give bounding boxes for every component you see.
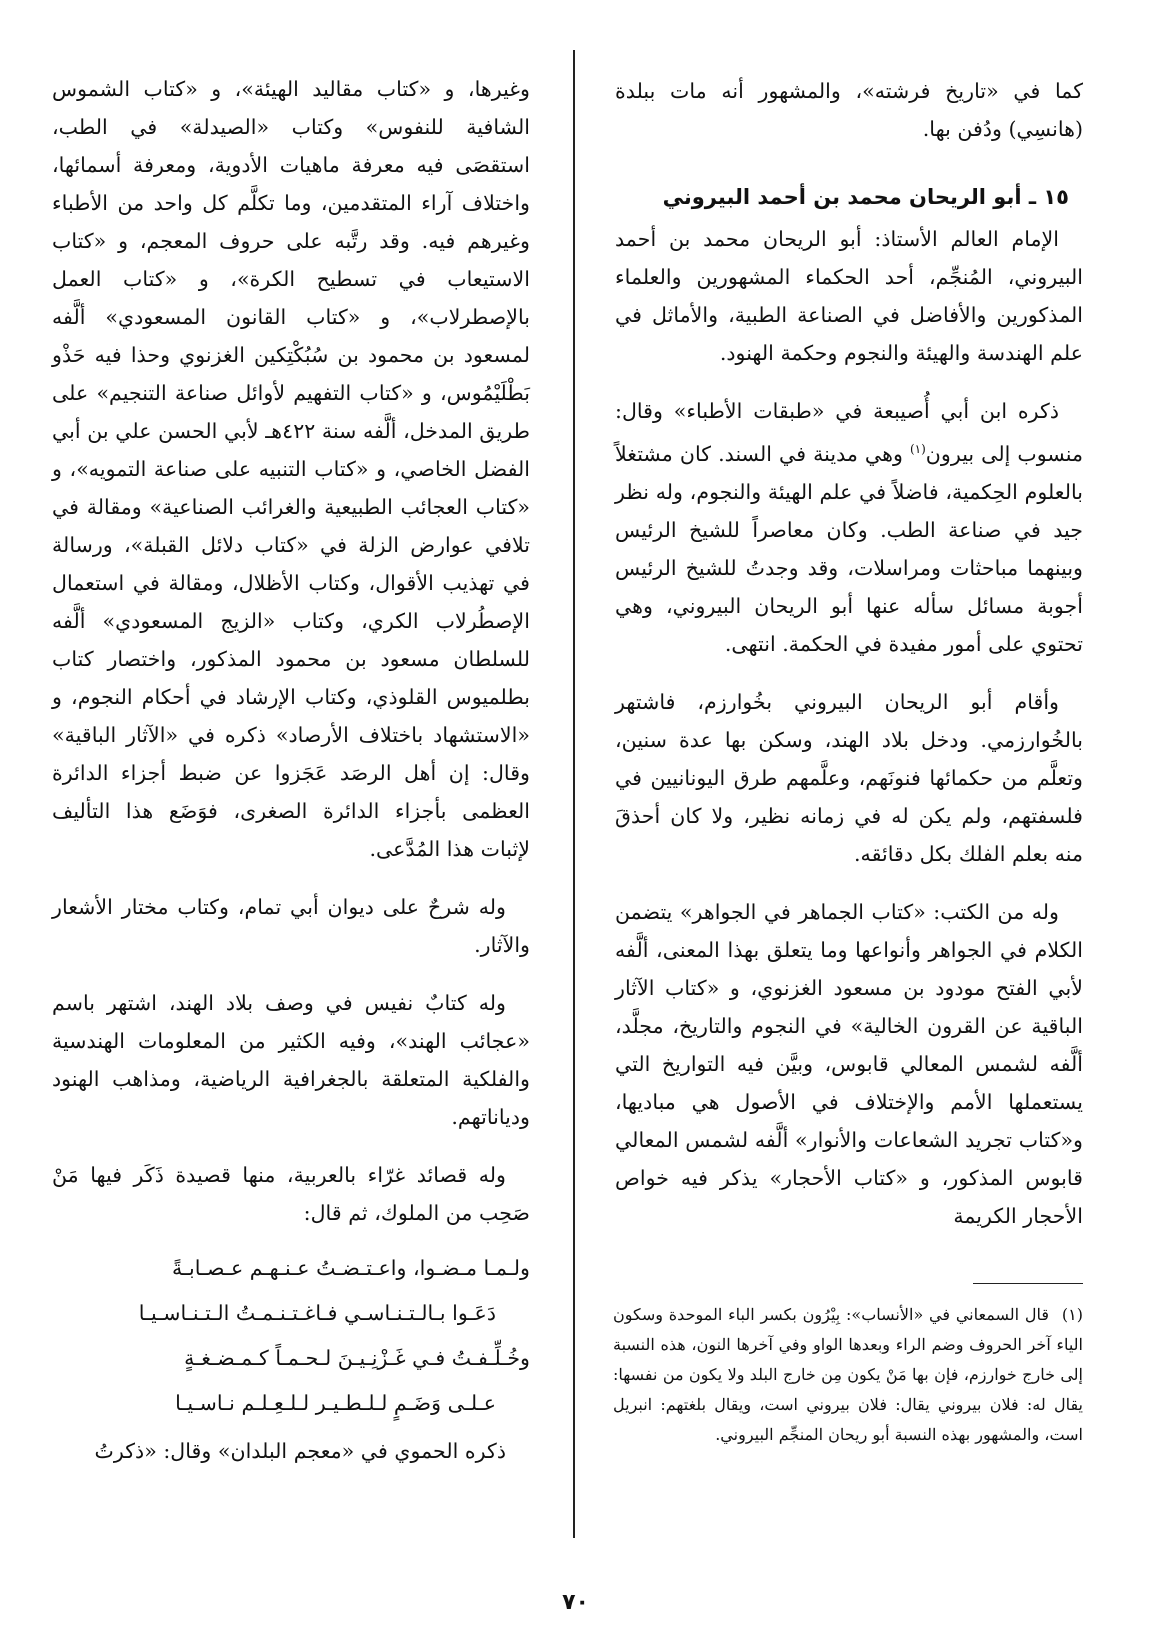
entry-heading: ١٥ ـ أبو الريحان محمد بن أحمد البيروني — [662, 185, 1069, 209]
left-paragraph-3: وله كتابٌ نفيس في وصف بلاد الهند، اشتهر باسم «عجائب الهند»، وفيه الكثير من المعلومات الهندسية والفلكية المتعلقة بالجغرافية الرياضية، ومذاهب الهنود ودياناتهم. — [52, 991, 530, 1129]
verse-line-2: دَعَـوا بـالـتـنـاسـي فـاغـتـنـمـتُ الـتـنـاسـيـا — [138, 1301, 496, 1325]
right-paragraph-2 — [615, 392, 1083, 663]
footnote — [613, 1300, 1083, 1450]
left-paragraph-2: وله شرحٌ على ديوان أبي تمام، وكتاب مختار الأشعار والآثار. — [52, 895, 530, 957]
verse-line-4: عـلـى وَضَـمٍ لـلـطـيـر لـلـعِـلـم نـاسـيـا — [175, 1391, 496, 1415]
column-divider — [573, 50, 575, 1538]
page-number: ٧٠ — [562, 1590, 589, 1615]
verse-line-1: ولـمـا مـضـوا، واعـتـضـتُ عـنـهـم عـصـابـةً — [171, 1256, 530, 1280]
poem-verses — [52, 1246, 530, 1426]
right-intro-paragraph: كما في «تاريخ فرشته»، والمشهور أنه مات ببلدة (هانسِي) ودُفن بها. — [615, 79, 1083, 141]
verse-line-3: وخُـلِّـفـتُ فـي غَـزْنِـيـنَ لـحـمـاً كـمـضـغـةٍ — [184, 1346, 530, 1370]
footnote-number: (١) — [1061, 1305, 1083, 1324]
right-paragraph-3: وأقام أبو الريحان البيروني بخُوارزم، فاشتهر بالخُوارزمي. ودخل بلاد الهند، وسكن بها عدة سنين، وتعلَّم من حكمائها فنونَهم، وعلَّمهم طرق اليونانيين في فلسفتهم، ولم يكن له في زمانه نظير، ولا كان أحذقَ منه بعلم الفلك بكل دقائقه. — [615, 689, 1083, 866]
left-paragraph-1: وغيرها، و «كتاب مقاليد الهيئة»، و «كتاب الشموس الشافية للنفوس» وكتاب «الصيدلة» في الطب، استقصَى فيه معرفة ماهيات الأدوية، ومعرفة أسمائها، واختلاف آراء المتقدمين، وما تكلَّم كل واحد من الأطباء وغيرهم فيه. وقد رتَّبه على حروف المعجم، و «كتاب الاستيعاب في تسطيح الكرة»، و «كتاب العمل بالإصطرلاب»، و «كتاب القانون المسعودي» ألَّفه لمسعود بن محمود بن سُبُكْتِكين الغزنوي وحذا فيه حَذْو بَطْلَيْمُوس، و «كتاب التفهيم لأوائل صناعة التنجيم» على طريق المدخل، ألَّفه سنة ٤٢٢هـ لأبي الحسن علي بن أبي الفضل الخاصي، و «كتاب التنبيه على صناعة التمويه»، و «كتاب العجائب الطبيعية والغرائب الصناعية» ومقالة في تلافي عوارض الزلة في «كتاب دلائل القبلة»، ورسالة في تهذيب الأقوال، وكتاب الأظلال، ومقالة في استعمال الإصطُرلاب الكري، وكتاب «الزيج المسعودي» ألَّفه للسلطان مسعود بن محمود المذكور، واختصار كتاب بطلميوس القلوذي، وكتاب الإرشاد في أحكام النجوم، و «الاستشهاد باختلاف الأرصاد» ذكره في «الآثار الباقية» وقال: إن أهل الرصَد عَجَزوا عن ضبط أجزاء الدائرة العظمى بأجزاء الدائرة الصغرى، فوَضَع هذا التأليف لإثبات هذا المُدَّعى. — [52, 77, 531, 861]
right-paragraph-4: وله من الكتب: «كتاب الجماهر في الجواهر» يتضمن الكلام في الجواهر وأنواعها وما يتعلق بهذا المعنى، ألَّفه لأبي الفتح مودود بن مسعود الغزنوي، و «كتاب الآثار الباقية عن القرون الخالية» في النجوم والتاريخ، مجلَّد، ألَّفه لشمس المعالي قابوس، وبيَّن فيه التواريخ التي يستعملها الأمم والإختلاف في الأصول هي مباديها، و«كتاب تجريد الشعاعات والأنوار» ألَّفه لشمس المعالي قابوس المذكور، و «كتاب الأحجار» يذكر فيه خواص الأحجار الكريمة — [615, 899, 1083, 1228]
right-column — [615, 72, 1083, 1235]
footnote-reference: (١) — [909, 442, 926, 456]
right-paragraph-2-end: وهي مدينة في السند. كان مشتغلاً بالعلوم الحِكمية، فاضلاً في علم الهيئة والنجوم، وله نظر جيد في صناعة الطب. وكان معاصراً للشيخ الرئيس وبينهما مباحثات ومراسلات، وقد وجدتُ للشيخ الرئيس أجوبة مسائل سأله عنها أبو الريحان البيروني، وهي تحتوي على أمور مفيدة في الحكمة. انتهى. — [615, 441, 1083, 656]
right-paragraph-1: الإمام العالم الأستاذ: أبو الريحان محمد بن أحمد البيروني، المُنجِّم، أحد الحكماء المشهورين والعلماء المذكورين والأفاضل في الصناعة الطبية، والأماثل في علم الهندسة والهيئة والنجوم وحكمة الهنود. — [615, 227, 1083, 365]
left-column — [52, 70, 530, 1470]
right-paragraph-2-start: ذكره ابن أبي أُصيبعة في «طبقات الأطباء» وقال: منسوب إلى بيرون — [615, 399, 1083, 466]
left-paragraph-5: ذكره الحموي في «معجم البلدان» وقال: «ذكرتُ — [94, 1439, 506, 1463]
footnote-text: قال السمعاني في «الأنساب»: بِيْرُون بكسر الباء الموحدة وسكون الياء آخر الحروف وضم الراء وبعدها الواو وفي آخرها النون، هذه النسبة إلى خارج خوارزم، فإن بها مَنْ يكون مِن خارج البلد ولا يكون من نفسها: يقال له: فلان بيروني يقال: فلان بيروني است، ويقال بلغتهم: انبريل است، والمشهور بهذه النسبة أبو ريحان المنجِّم البيروني. — [613, 1305, 1083, 1444]
left-paragraph-4: وله قصائد غرّاء بالعربية، منها قصيدة ذَكَر فيها مَنْ صَحِب من الملوك، ثم قال: — [52, 1163, 530, 1225]
footnote-rule — [973, 1283, 1083, 1284]
